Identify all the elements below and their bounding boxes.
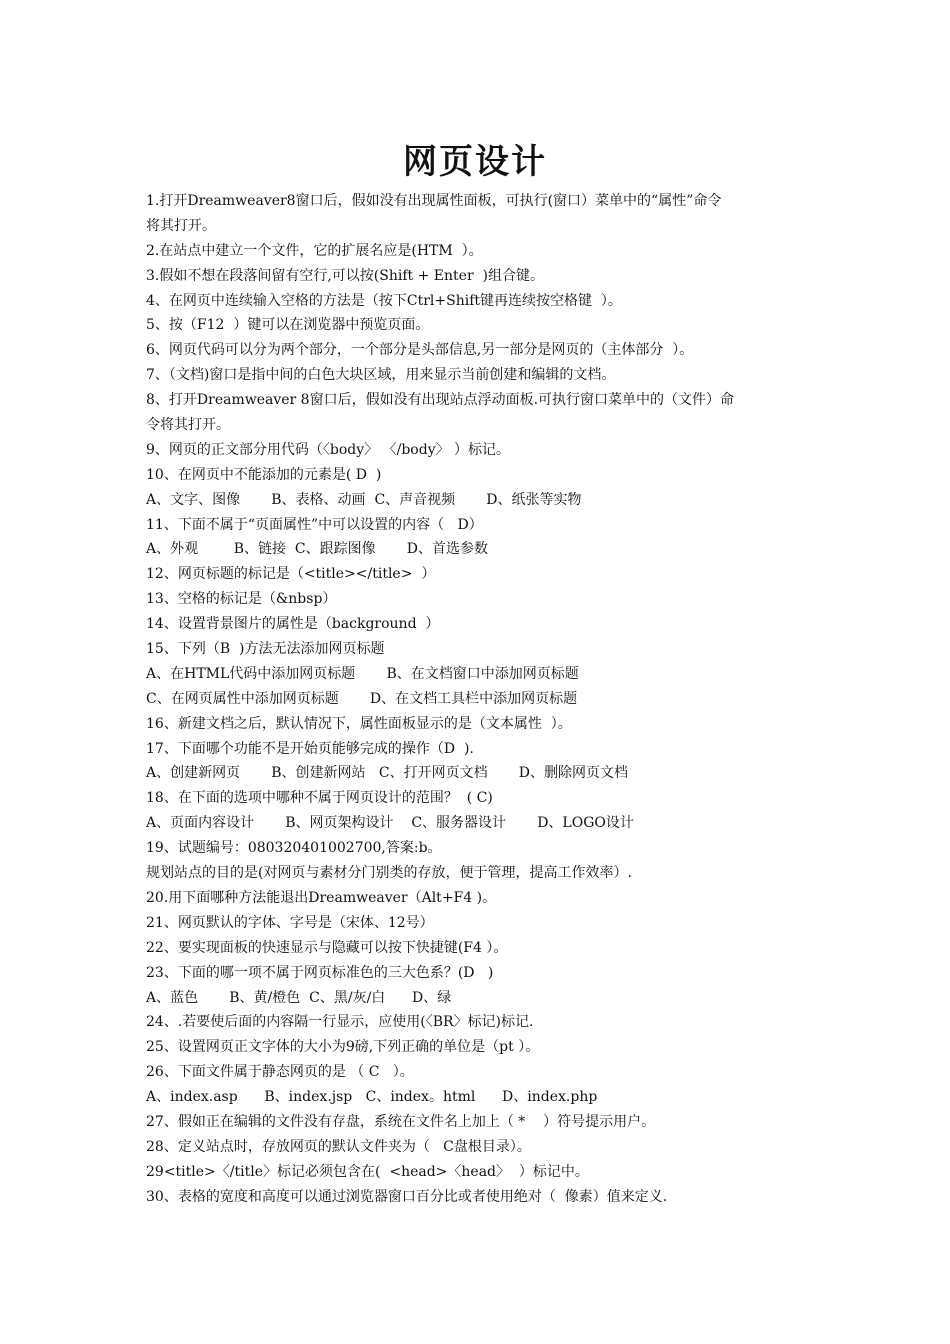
text-line: 2.在站点中建立一个文件，它的扩展名应是(HTM ）。 (146, 242, 483, 259)
text-line: C、在网页属性中添加网页标题 D、在文档工具栏中添加网页标题 (146, 690, 578, 707)
text-line: A、外观 B、链接 C、跟踪图像 D、首选参数 (146, 541, 488, 558)
text-line: A、创建新网页 B、创建新网站 C、打开网页文档 D、删除网页文档 (146, 765, 628, 782)
text-line: 28、定义站点时，存放网页的默认文件夹为（ C盘根目录）。 (146, 1138, 531, 1155)
text-line: A、页面内容设计 B、网页架构设计 C、服务器设计 D、LOGO设计 (146, 815, 634, 832)
text-line: 5、按（F12 ）键可以在浏览器中预览页面。 (146, 317, 430, 334)
text-line: 20.用下面哪种方法能退出Dreamweaver（Alt+F4 )。 (146, 889, 497, 906)
text-line: 将其打开。 (146, 217, 216, 234)
text-line: 8、打开Dreamweaver 8窗口后，假如没有出现站点浮动面板.可执行窗口菜单中的（文件）命 (146, 392, 735, 409)
text-line: 9、网页的正文部分用代码（〈body〉 〈/body〉 ）标记。 (146, 441, 511, 458)
text-line: 29<title>〈/title〉标记必须包含在( <head>〈head〉 ）标记中。 (146, 1163, 589, 1180)
text-line: 24、.若要使后面的内容隔一行显示，应使用(〈BR〉标记)标记. (146, 1014, 534, 1031)
text-line: 11、下面不属于“页面属性”中可以设置的内容（ D） (146, 516, 483, 533)
text-line: 16、新建文档之后，默认情况下，属性面板显示的是（文本属性 ）。 (146, 715, 572, 732)
text-line: A、蓝色 B、黄/橙色 C、黑/灰/白 D、绿 (146, 989, 452, 1006)
text-line: 12、网页标题的标记是（<title></title> ） (146, 566, 436, 583)
text-line: 18、在下面的选项中哪种不属于网页设计的范围？ ( C) (146, 790, 493, 807)
text-line: 15、下列（B )方法无法添加网页标题 (146, 641, 385, 658)
text-line: 规划站点的目的是(对网页与素材分门别类的存放，便于管理，提高工作效率）. (146, 865, 632, 882)
text-line: 27、假如正在编辑的文件没有存盘，系统在文件名上加上（ * ）符号提示用户。 (146, 1113, 656, 1130)
text-line: 26、下面文件属于静态网页的是 （ C ）。 (146, 1064, 414, 1081)
text-line: 22、要实现面板的快速显示与隐藏可以按下快捷键(F4 ）。 (146, 939, 508, 956)
text-line: 10、在网页中不能添加的元素是( D ) (146, 466, 382, 483)
text-line: 1.打开Dreamweaver8窗口后，假如没有出现属性面板，可执行(窗口）菜单中的“属性”命令 (146, 193, 722, 209)
text-line: 23、下面的哪一项不属于网页标准色的三大色系？(D ) (146, 964, 494, 981)
text-line: 4、在网页中连续输入空格的方法是（按下Ctrl+Shift键再连续按空格键 ）。 (146, 292, 622, 309)
text-line: A、index.asp B、index.jsp C、index。html D、index.php (146, 1089, 598, 1106)
text-line: 17、下面哪个功能不是开始页能够完成的操作（D ). (146, 740, 474, 757)
text-line: 25、设置网页正文字体的大小为9磅,下列正确的单位是（pt ）。 (146, 1039, 540, 1056)
text-line: A、文字、图像 B、表格、动画 C、声音视频 D、纸张等实物 (146, 491, 582, 508)
text-line: 14、设置背景图片的属性是（background ） (146, 616, 440, 633)
text-line: 13、空格的标记是（&nbsp） (146, 591, 337, 608)
text-line: 6、网页代码可以分为两个部分，一个部分是头部信息,另一部分是网页的（主体部分 ）。 (146, 342, 694, 359)
text-line: 3.假如不想在段落间留有空行,可以按(Shift + Enter )组合键。 (146, 267, 544, 284)
text-line: 令将其打开。 (146, 417, 230, 434)
text-line: 7、（文档)窗口是指中间的白色大块区域，用来显示当前创建和编辑的文档。 (146, 367, 616, 384)
document-title: 网页设计 (403, 142, 547, 182)
document-body (146, 189, 808, 1210)
text-line: 30、表格的宽度和高度可以通过浏览器窗口百分比或者使用绝对（ 像素）值来定义. (146, 1188, 668, 1205)
text-line: 19、试题编号：080320401002700,答案:b。 (146, 840, 442, 857)
text-line: 21、网页默认的字体、字号是（宋体、12号） (146, 914, 434, 931)
text-line: A、在HTML代码中添加网页标题 B、在文档窗口中添加网页标题 (146, 665, 579, 682)
